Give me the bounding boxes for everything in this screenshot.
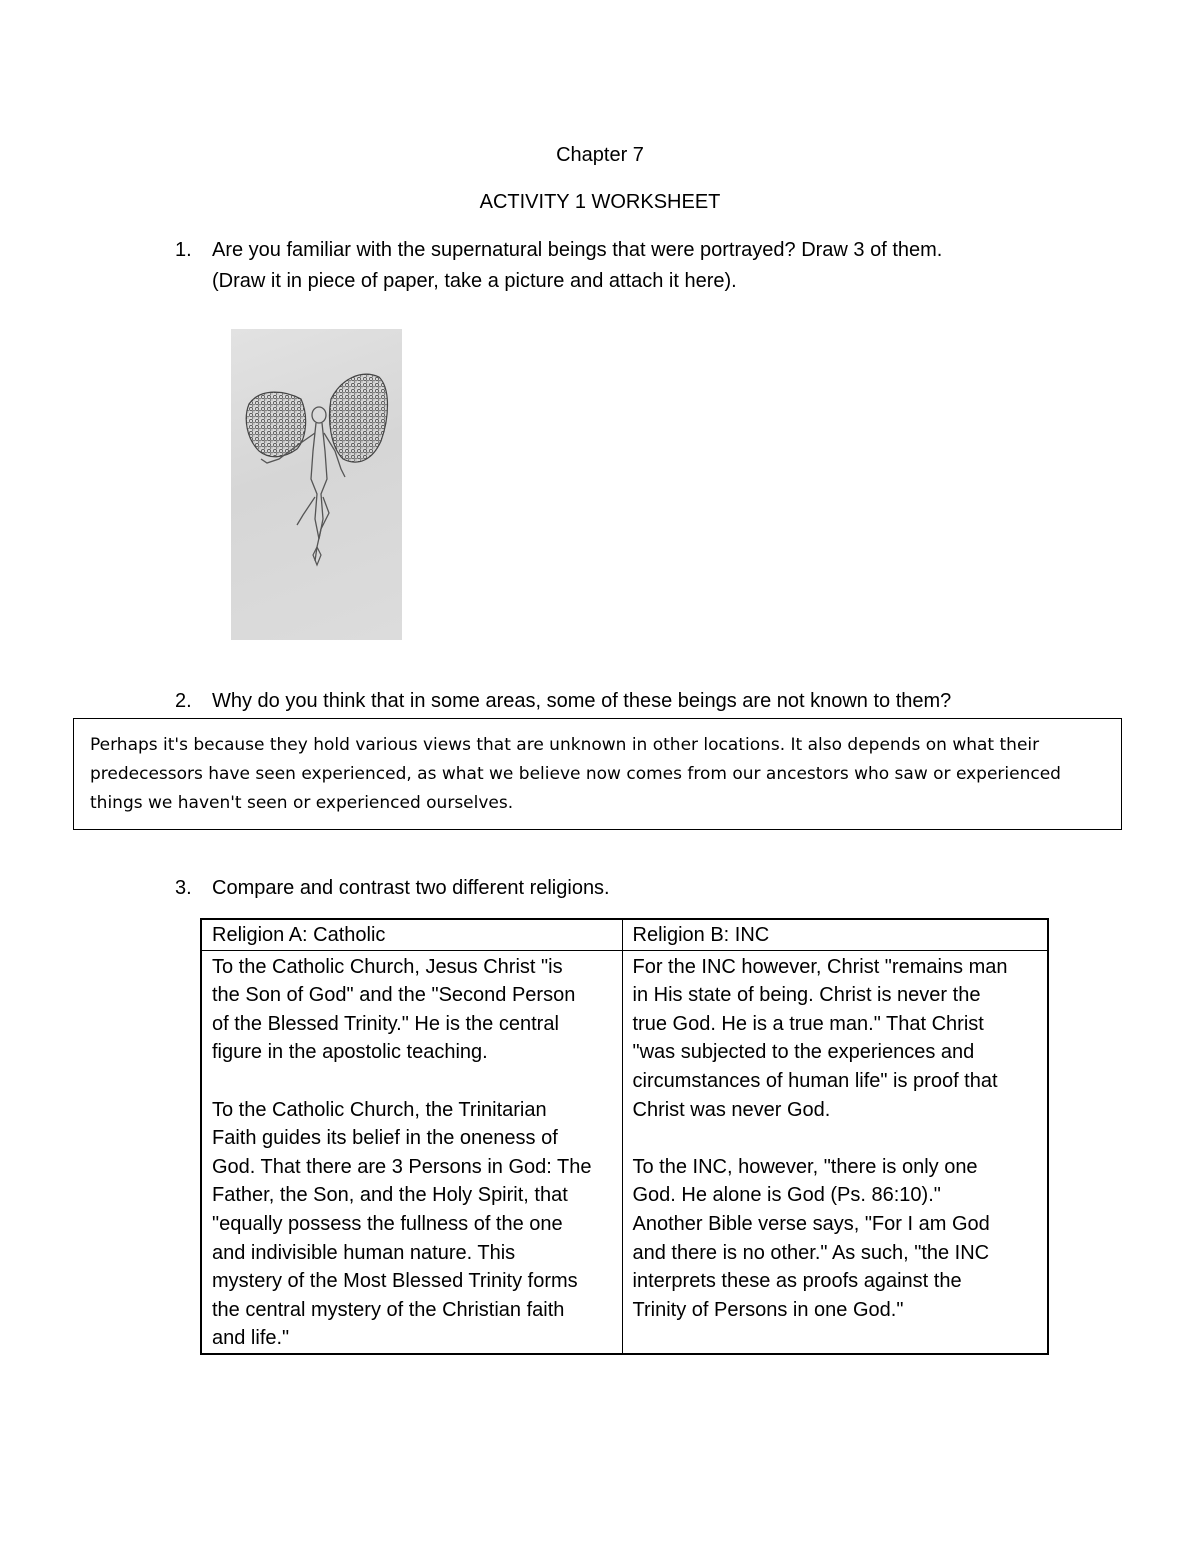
question-2-number: 2.	[175, 690, 192, 712]
question-2	[175, 686, 1075, 716]
text-line: Another Bible verse says, "For I am God	[632, 1212, 990, 1235]
text-line: interprets these as proofs against the	[632, 1270, 962, 1293]
winged-figure-sketch	[231, 329, 402, 640]
religion-a-paragraph-1	[212, 953, 612, 1067]
text-line: and there is no other." As such, "the INC	[632, 1241, 990, 1264]
legs	[297, 497, 329, 561]
text-line: God. That there are 3 Persons in God: The	[212, 1155, 592, 1178]
comparison-table	[200, 918, 1049, 1355]
chapter-heading: Chapter 7	[556, 144, 644, 166]
text-line: Trinity of Persons in one God."	[632, 1298, 904, 1321]
text-line: To the Catholic Church, the Trinitarian	[212, 1098, 547, 1121]
table-row	[201, 950, 1048, 1354]
answer-box[interactable]	[73, 718, 1122, 830]
question-2-text: Why do you think that in some areas, some of these beings are not known to them?	[212, 690, 952, 712]
head	[312, 407, 326, 423]
header-religion-a: Religion A: Catholic	[201, 919, 622, 950]
answer-line-1: Perhaps it's because they hold various views that are unknown in other locations. It also depends on what their	[90, 735, 1040, 755]
question-1-number: 1.	[175, 239, 192, 261]
question-3-text: Compare and contrast two different religions.	[212, 877, 610, 899]
text-line: and indivisible human nature. This	[212, 1241, 516, 1264]
answer-line-3: things we haven't seen or experienced ourselves.	[90, 793, 514, 813]
drawing-photo	[231, 329, 402, 640]
text-line: "equally possess the fullness of the one	[212, 1212, 563, 1235]
text-line: figure in the apostolic teaching.	[212, 1041, 488, 1064]
text-line: Father, the Son, and the Holy Spirit, that	[212, 1184, 568, 1207]
answer-line-2: predecessors have seen experienced, as what we believe now comes from our ancestors who saw or experienced	[90, 764, 1061, 784]
worksheet-title: ACTIVITY 1 WORKSHEET	[479, 191, 721, 213]
religion-b-paragraph-1	[633, 953, 1038, 1125]
text-line: To the INC, however, "there is only one	[632, 1155, 978, 1178]
question-1	[175, 235, 1075, 297]
left-wing	[246, 392, 305, 457]
text-line: mystery of the Most Blessed Trinity forms	[212, 1270, 578, 1293]
text-line: the central mystery of the Christian faith	[212, 1298, 565, 1321]
question-3	[175, 873, 1075, 903]
religion-a-cell	[201, 950, 622, 1354]
text-line: To the Catholic Church, Jesus Christ "is	[212, 955, 563, 978]
text-line: and life."	[212, 1327, 290, 1350]
text-line: Christ was never God.	[632, 1098, 831, 1121]
text-line: Faith guides its belief in the oneness of	[212, 1127, 558, 1150]
question-1-line-1: Are you familiar with the supernatural beings that were portrayed? Draw 3 of them.	[212, 239, 943, 261]
religion-b-cell	[622, 950, 1048, 1354]
text-line: "was subjected to the experiences and	[632, 1041, 975, 1064]
right-wing	[330, 374, 388, 462]
header-religion-b: Religion B: INC	[622, 919, 1048, 950]
text-line: of the Blessed Trinity." He is the central	[212, 1012, 559, 1035]
text-line: God. He alone is God (Ps. 86:10)."	[632, 1184, 941, 1207]
text-line: the Son of God" and the "Second Person	[212, 984, 576, 1007]
text-line: For the INC however, Christ "remains man	[632, 955, 1008, 978]
religion-b-paragraph-2	[633, 1153, 1038, 1325]
religion-a-paragraph-2	[212, 1096, 612, 1353]
text-line: true God. He is a true man." That Christ	[632, 1012, 984, 1035]
question-3-number: 3.	[175, 877, 192, 899]
text-line: in His state of being. Christ is never the	[632, 984, 981, 1007]
table-header-row	[201, 919, 1048, 950]
question-1-line-2: (Draw it in piece of paper, take a picture and attach it here).	[212, 270, 737, 292]
text-line: circumstances of human life" is proof that	[632, 1069, 998, 1092]
